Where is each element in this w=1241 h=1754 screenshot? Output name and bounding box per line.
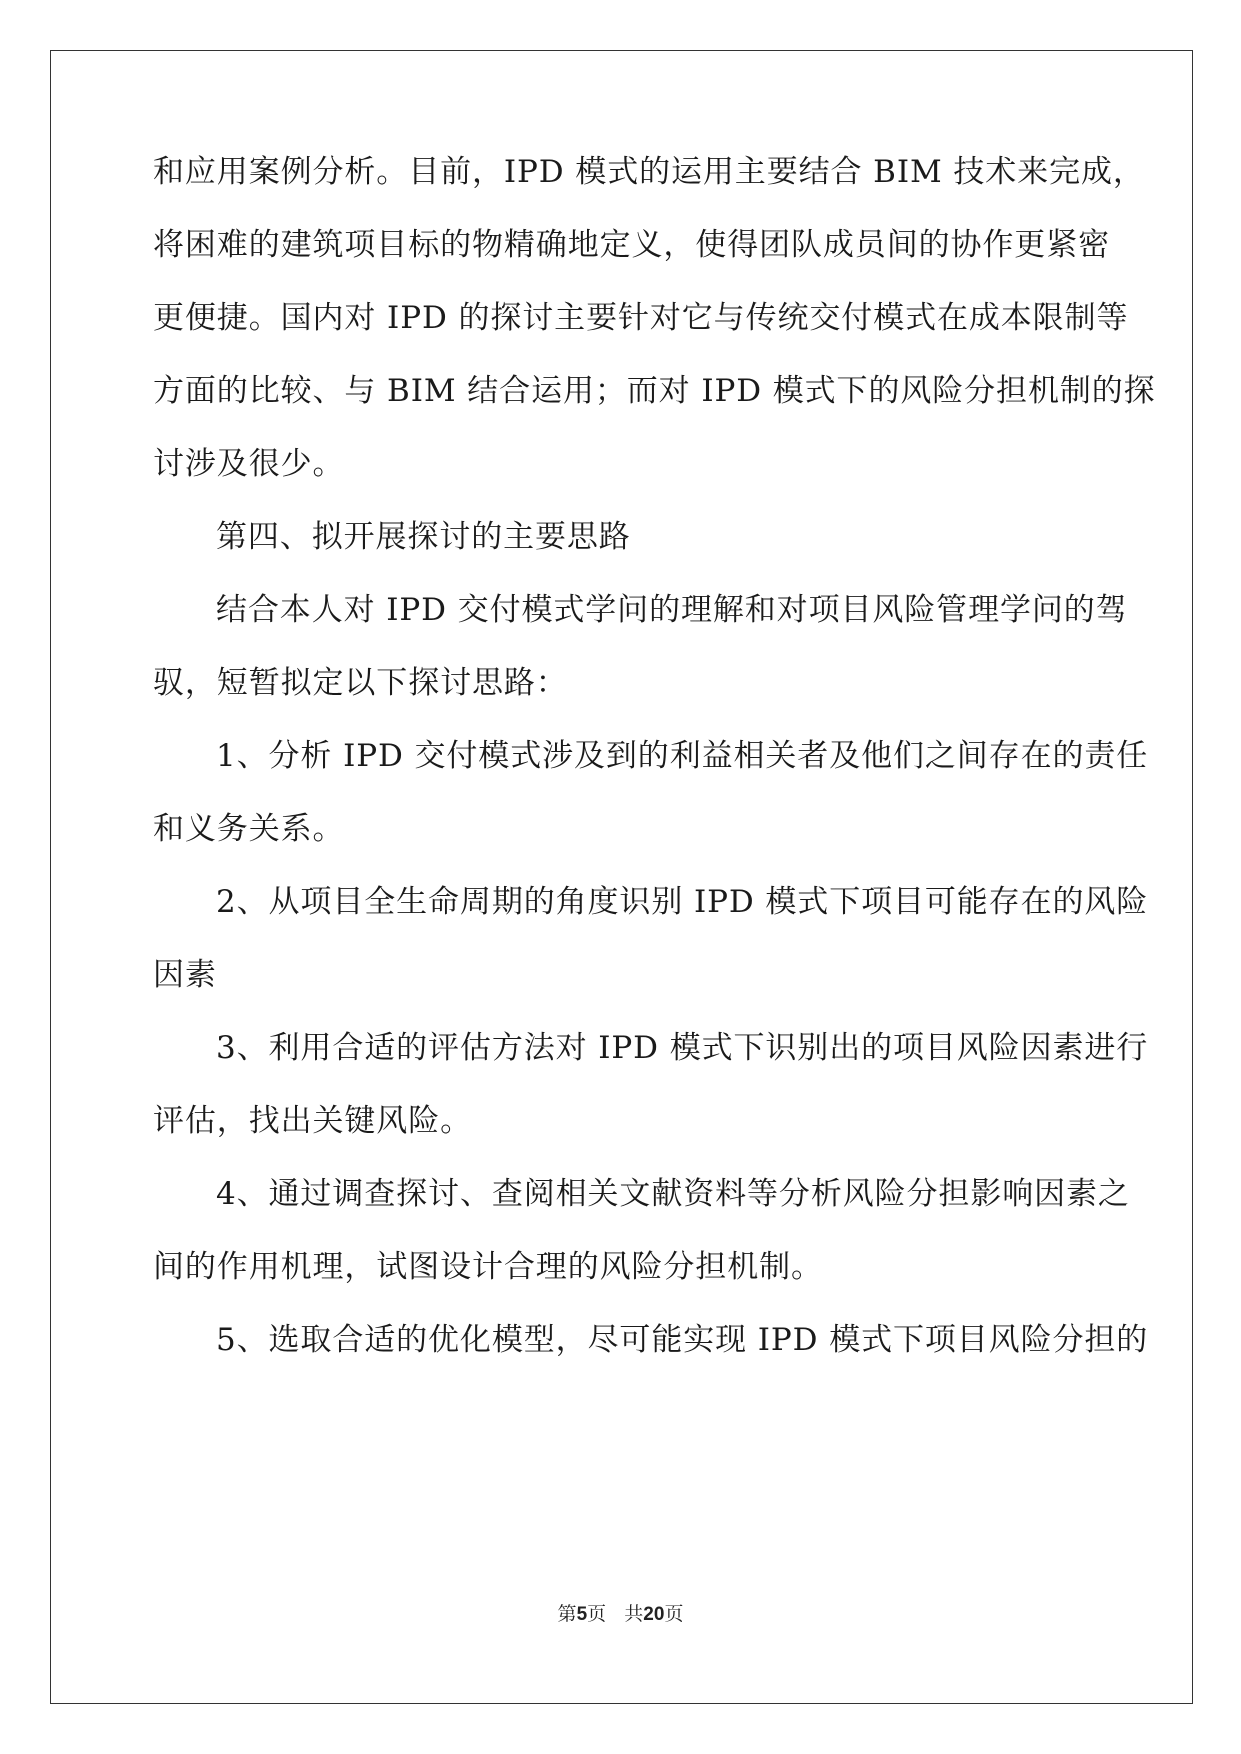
list-item-3-line-1: 3、利用合适的评估方法对 IPD 模式下识别出的项目风险因素进行 bbox=[216, 1030, 1149, 1066]
list-item-2-line-1: 2、从项目全生命周期的角度识别 IPD 模式下项目可能存在的风险 bbox=[216, 884, 1149, 920]
text-line-4: 方面的比较、与 BIM 结合运用；而对 IPD 模式下的风险分担机制的探 bbox=[153, 373, 1156, 409]
text-line-1: 和应用案例分析。目前，IPD 模式的运用主要结合 BIM 技术来完成， bbox=[153, 154, 1145, 190]
text-line-7: 结合本人对 IPD 交付模式学问的理解和对项目风险管理学问的驾 bbox=[216, 592, 1128, 628]
footer-total-prefix: 共 bbox=[624, 1603, 644, 1625]
list-item-4-line-1: 4、通过调查探讨、查阅相关文献资料等分析风险分担影响因素之 bbox=[216, 1176, 1130, 1212]
list-item-2-line-2: 因素 bbox=[153, 957, 217, 993]
list-item-1-line-2: 和义务关系。 bbox=[153, 811, 345, 847]
text-line-5: 讨涉及很少。 bbox=[153, 446, 345, 482]
text-line-3: 更便捷。国内对 IPD 的探讨主要针对它与传统交付模式在成本限制等 bbox=[153, 300, 1129, 336]
footer-page-word: 页 bbox=[587, 1603, 607, 1625]
current-page-number: 5 bbox=[576, 1604, 588, 1625]
list-item-1-line-1: 1、分析 IPD 交付模式涉及到的利益相关者及他们之间存在的责任 bbox=[216, 738, 1149, 774]
section-heading: 第四、拟开展探讨的主要思路 bbox=[216, 519, 631, 555]
list-item-3-line-2: 评估，找出关键风险。 bbox=[153, 1103, 472, 1139]
list-item-5-line-1: 5、选取合适的优化模型，尽可能实现 IPD 模式下项目风险分担的 bbox=[216, 1322, 1149, 1358]
text-line-8: 驭，短暂拟定以下探讨思路： bbox=[153, 665, 568, 701]
page-number-footer bbox=[0, 1602, 1241, 1627]
text-line-2: 将困难的建筑项目标的物精确地定义，使得团队成员间的协作更紧密 bbox=[153, 227, 1110, 263]
list-item-4-line-2: 间的作用机理，试图设计合理的风险分担机制。 bbox=[153, 1249, 823, 1285]
total-pages-number: 20 bbox=[643, 1604, 665, 1625]
footer-total-suffix: 页 bbox=[664, 1603, 684, 1625]
footer-prefix: 第 bbox=[557, 1603, 577, 1625]
